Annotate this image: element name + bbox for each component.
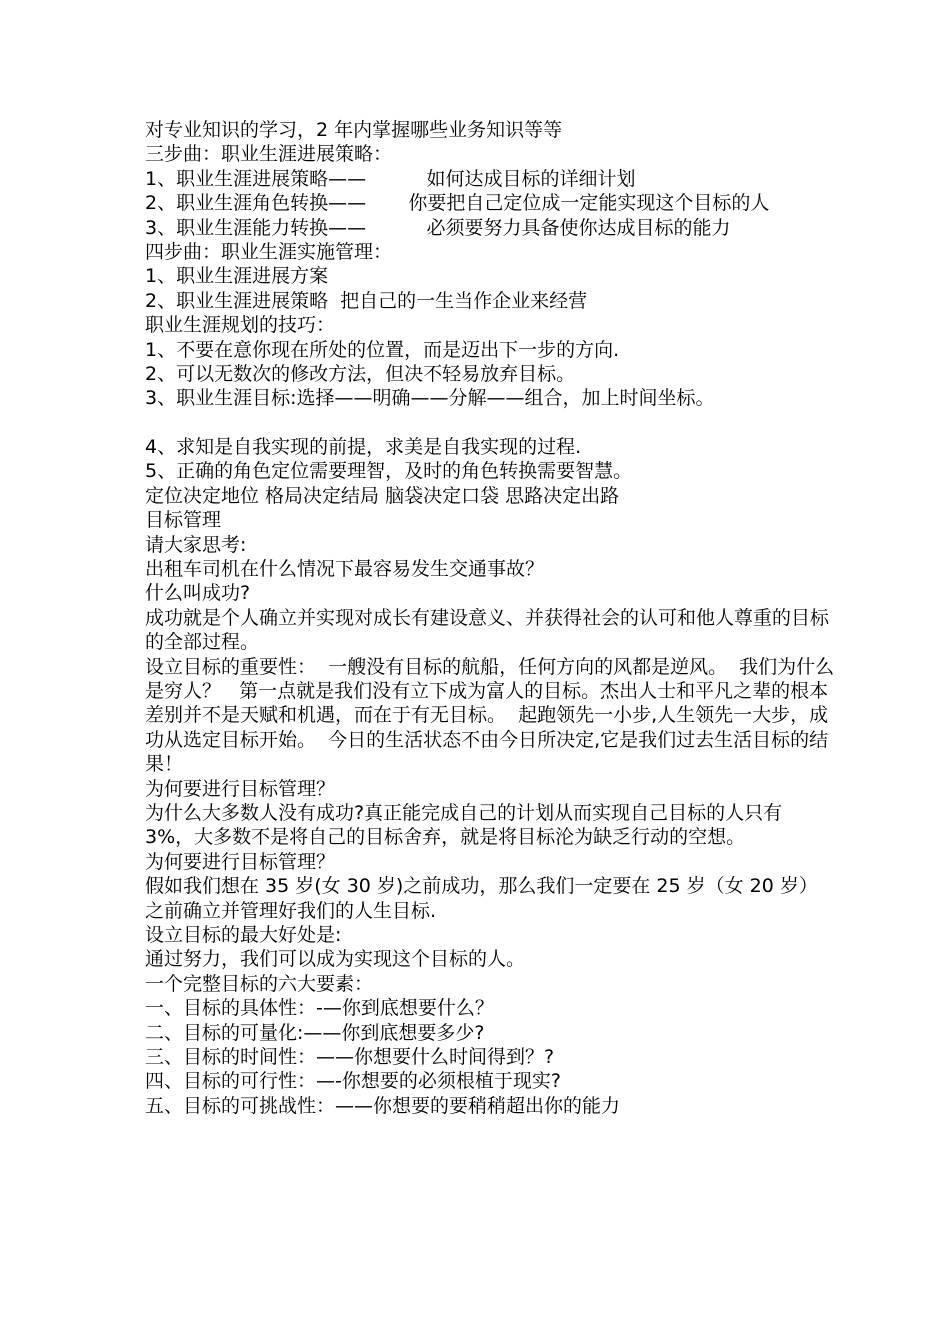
- text-line: 2、职业生涯角色转换—— 你要把自己定位成一定能实现这个目标的人: [145, 192, 770, 215]
- text-line: 2、可以无数次的修改方法，但决不轻易放弃目标。: [145, 363, 576, 386]
- text-line: 对专业知识的学习，2 年内掌握哪些业务知识等等: [145, 119, 563, 141]
- section-heading-goal-management: 目标管理: [145, 509, 222, 532]
- text-line: 设立目标的最大好处是:: [145, 924, 342, 946]
- section-heading-step-four: 四步曲：职业生涯实施管理：: [145, 241, 393, 264]
- text-line: 1、职业生涯进展策略—— 如何达成目标的详细计划: [145, 167, 636, 190]
- text-line: 3、职业生涯能力转换—— 必须要努力具备使你达成目标的能力: [145, 216, 731, 239]
- text-line: 1、不要在意你现在所处的位置，而是迈出下一步的方向.: [145, 338, 620, 361]
- text-line: 出租车司机在什么情况下最容易发生交通事故？: [145, 557, 545, 580]
- text-line: 4、求知是自我实现的前提，求美是自我实现的过程.: [145, 435, 582, 458]
- section-heading-step-three: 三步曲：职业生涯进展策略：: [145, 143, 393, 166]
- section-heading-tips: 职业生涯规划的技巧：: [145, 314, 336, 337]
- text-line: 5、正确的角色定位需要理智，及时的角色转换需要智慧。: [145, 460, 633, 483]
- text-line: 通过努力，我们可以成为实现这个目标的人。: [145, 948, 526, 971]
- list-item: 三、目标的时间性：——你想要什么时间得到？?: [145, 1046, 555, 1069]
- text-paragraph: 为什么大多数人没有成功?真正能完成自己的计划从而实现自己目标的人只有 3%，大多数不是将自己的目标舍弃，就是将目标沦为缺乏行动的空想。: [145, 801, 789, 849]
- list-item: 一、目标的具体性：-—你到底想要什么？: [145, 997, 494, 1020]
- text-line: 定位决定地位 格局决定结局 脑袋决定口袋 思路决定出路: [145, 484, 620, 507]
- blank-line: [145, 411, 835, 435]
- text-paragraph: 假如我们想在 35 岁(女 30 岁)之前成功，那么我们一定要在 25 岁（女 20 岁）之前确立并管理好我们的人生目标.: [145, 875, 818, 922]
- text-paragraph: 成功就是个人确立并实现对成长有建设意义、并获得社会的认可和他人尊重的目标的全部过程。: [145, 606, 830, 654]
- section-heading-six-elements: 一个完整目标的六大要素：: [145, 972, 374, 995]
- list-item: 五、目标的可挑战性：——你想要的要稍稍超出你的能力: [145, 1094, 621, 1117]
- text-line: 为何要进行目标管理？: [145, 777, 336, 800]
- list-item: 二、目标的可量化:——你到底想要多少?: [145, 1021, 485, 1044]
- document-body: [145, 118, 835, 1118]
- text-line: 请大家思考:: [145, 533, 247, 556]
- text-line: 什么叫成功?: [145, 582, 251, 605]
- text-line: 1、职业生涯进展方案: [145, 265, 329, 288]
- list-item: 四、目标的可行性：—-你想要的必须根植于现实?: [145, 1070, 561, 1093]
- text-line: 为何要进行目标管理？: [145, 850, 336, 873]
- text-paragraph: 设立目标的重要性： 一艘没有目标的航船，任何方向的风都是逆风。 我们为什么是穷人？ 第一点就是我们没有立下成为富人的目标。杰出人士和平凡之辈的根本差别并不是天赋和机遇，而在于有无目标。 起跑领先一小步,人生领先一大步，成功从选定目标开始。 今日的生活状态不由今日所决定,它是我们过去生活目标的结果！: [145, 655, 835, 776]
- text-line: 2、职业生涯进展策略 把自己的一生当作企业来经营: [145, 289, 588, 312]
- text-line: 3、职业生涯目标:选择——明确——分解——组合，加上时间坐标。: [145, 387, 715, 410]
